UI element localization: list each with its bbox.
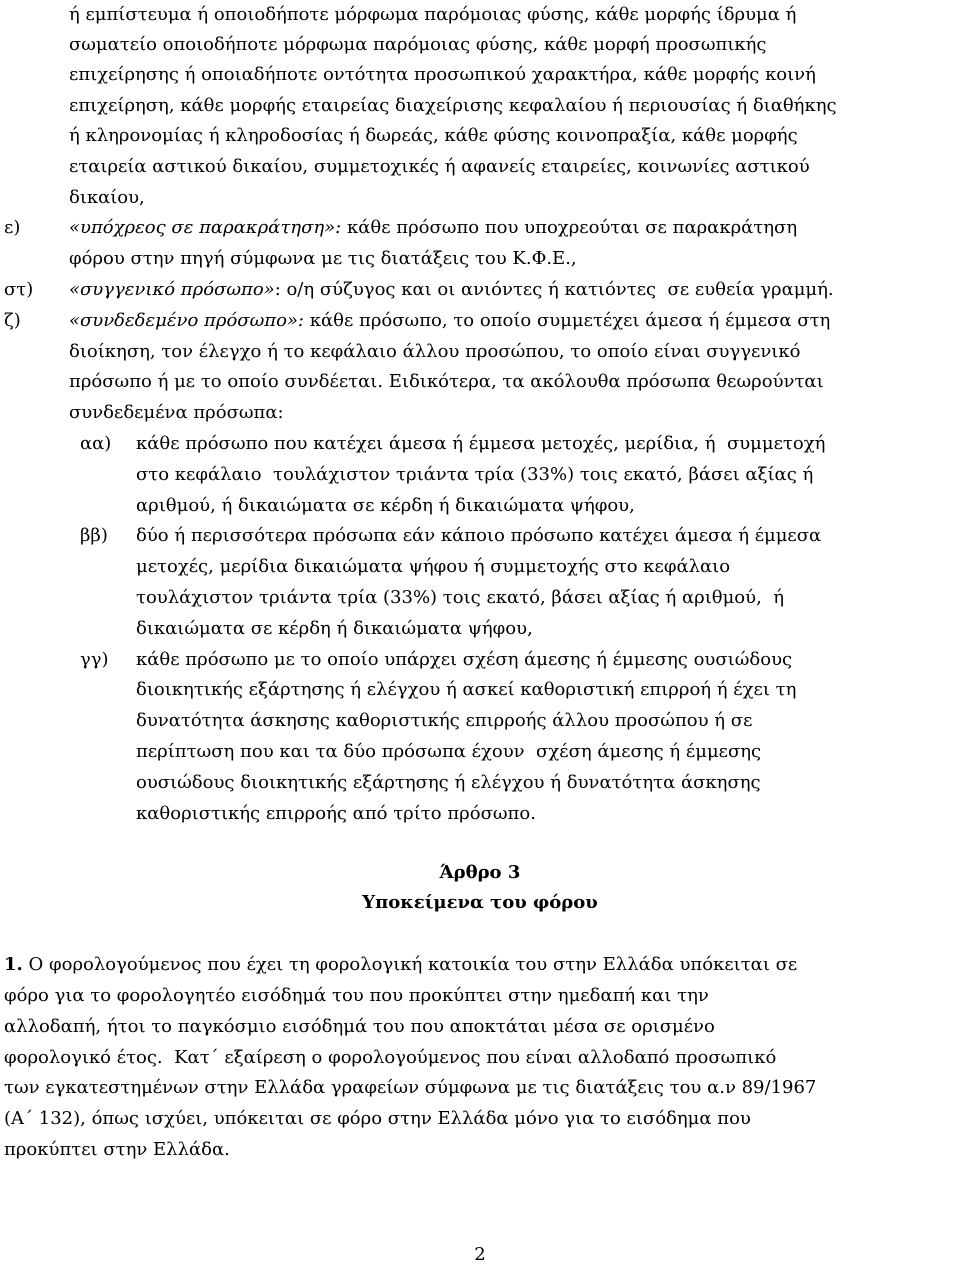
text-line: φόρο για το φορολογητέο εισόδημά του που προκύπτει στην ημεδαπή και την [4, 985, 709, 1006]
item-label: στ) [4, 279, 34, 300]
paragraph-text: Ο φορολογούμενος που έχει τη φορολογική κατοικία του στην Ελλάδα υπόκειται σε [22, 954, 798, 975]
definition-text: : ο/η σύζυγος και οι ανιόντες ή κατιόντες σε ευθεία γραμμή. [274, 279, 834, 300]
text-line: δύο ή περισσότερα πρόσωπα εάν κάποιο πρόσωπο κατέχει άμεσα ή έμμεσα [136, 525, 822, 546]
text-line [69, 306, 830, 336]
paragraph-number: 1. [4, 954, 23, 975]
text-line [4, 950, 797, 980]
text-line: κάθε πρόσωπο που κατέχει άμεσα ή έμμεσα μετοχές, μερίδια, ή συμμετοχή [136, 433, 826, 454]
text-line: προκύπτει στην Ελλάδα. [4, 1139, 230, 1160]
subitem-label: αα) [80, 433, 112, 454]
defined-term: «συνδεδεμένο πρόσωπο»: [69, 310, 304, 331]
defined-term: «υπόχρεος σε παρακράτηση»: [69, 217, 342, 238]
text-line: ή εμπίστευμα ή οποιοδήποτε μόρφωμα παρόμοιας φύσης, κάθε μορφής ίδρυμα ή [69, 4, 797, 25]
text-line: συνδεδεμένα πρόσωπα: [69, 402, 284, 423]
definition-text: κάθε πρόσωπο που υποχρεούται σε παρακράτηση [341, 217, 798, 238]
text-line: στο κεφάλαιο τουλάχιστον τριάντα τρία (33%) τοις εκατό, βάσει αξίας ή [136, 464, 814, 485]
text-line: διοικητικής εξάρτησης ή ελέγχου ή ασκεί καθοριστική επιρροή ή έχει τη [136, 679, 797, 700]
text-line: φόρου στην πηγή σύμφωνα με τις διατάξεις του Κ.Φ.Ε., [69, 248, 577, 269]
text-line: επιχείρησης ή οποιαδήποτε οντότητα προσωπικού χαρακτήρα, κάθε μορφής κοινή [69, 64, 816, 85]
text-line: (Α΄ 132), όπως ισχύει, υπόκειται σε φόρο στην Ελλάδα μόνο για το εισόδημα που [4, 1108, 751, 1129]
text-line: μετοχές, μερίδια δικαιώματα ψήφου ή συμμετοχής στο κεφάλαιο [136, 556, 731, 577]
text-line: επιχείρηση, κάθε μορφής εταιρείας διαχείρισης κεφαλαίου ή περιουσίας ή διαθήκης [69, 95, 837, 116]
text-line: δικαίου, [69, 187, 145, 208]
article-title: Υποκείμενα του φόρου [362, 892, 598, 913]
text-line: δυνατότητα άσκησης καθοριστικής επιρροής άλλου προσώπου ή σε [136, 710, 753, 731]
text-line [69, 213, 797, 243]
definition-text: κάθε πρόσωπο, το οποίο συμμετέχει άμεσα ή έμμεσα στη [304, 310, 831, 331]
text-line: περίπτωση που και τα δύο πρόσωπα έχουν σχέση άμεσης ή έμμεσης [136, 741, 762, 762]
text-line: ή κληρονομίας ή κληροδοσίας ή δωρεάς, κάθε φύσης κοινοπραξία, κάθε μορφής [69, 125, 798, 146]
text-line: των εγκατεστημένων στην Ελλάδα γραφείων σύμφωνα με τις διατάξεις του α.ν 89/1967 [4, 1077, 817, 1098]
text-line: σωματείο οποιοδήποτε μόρφωμα παρόμοιας φύσης, κάθε μορφή προσωπικής [69, 34, 767, 55]
text-line: αλλοδαπή, ήτοι το παγκόσμιο εισόδημά του που αποκτάται μέσα σε ορισμένο [4, 1016, 715, 1037]
item-label: ζ) [4, 310, 21, 331]
subitem-label: ββ) [80, 525, 108, 546]
defined-term: «συγγενικό πρόσωπο» [69, 279, 275, 300]
text-line: καθοριστικής επιρροής από τρίτο πρόσωπο. [136, 803, 536, 824]
text-line: κάθε πρόσωπο με το οποίο υπάρχει σχέση άμεσης ή έμμεσης ουσιώδους [136, 649, 793, 670]
text-line [69, 275, 834, 305]
article-number: Άρθρο 3 [439, 862, 521, 883]
text-line: διοίκηση, τον έλεγχο ή το κεφάλαιο άλλου προσώπου, το οποίο είναι συγγενικό [69, 341, 801, 362]
subitem-label: γγ) [80, 649, 109, 670]
page-number: 2 [474, 1244, 486, 1265]
text-line: αριθμού, ή δικαιώματα σε κέρδη ή δικαιώματα ψήφου, [136, 495, 635, 516]
text-line: ουσιώδους διοικητικής εξάρτησης ή ελέγχου ή δυνατότητα άσκησης [136, 772, 761, 793]
text-line: φορολογικό έτος. Κατ΄ εξαίρεση ο φορολογούμενος που είναι αλλοδαπό προσωπικό [4, 1047, 777, 1068]
text-line: δικαιώματα σε κέρδη ή δικαιώματα ψήφου, [136, 618, 533, 639]
text-line: τουλάχιστον τριάντα τρία (33%) τοις εκατό, βάσει αξίας ή αριθμού, ή [136, 587, 785, 608]
text-line: εταιρεία αστικού δικαίου, συμμετοχικές ή αφανείς εταιρείες, κοινωνίες αστικού [69, 156, 810, 177]
item-label: ε) [4, 217, 21, 238]
text-line: πρόσωπο ή με το οποίο συνδέεται. Ειδικότερα, τα ακόλουθα πρόσωπα θεωρούνται [69, 371, 824, 392]
